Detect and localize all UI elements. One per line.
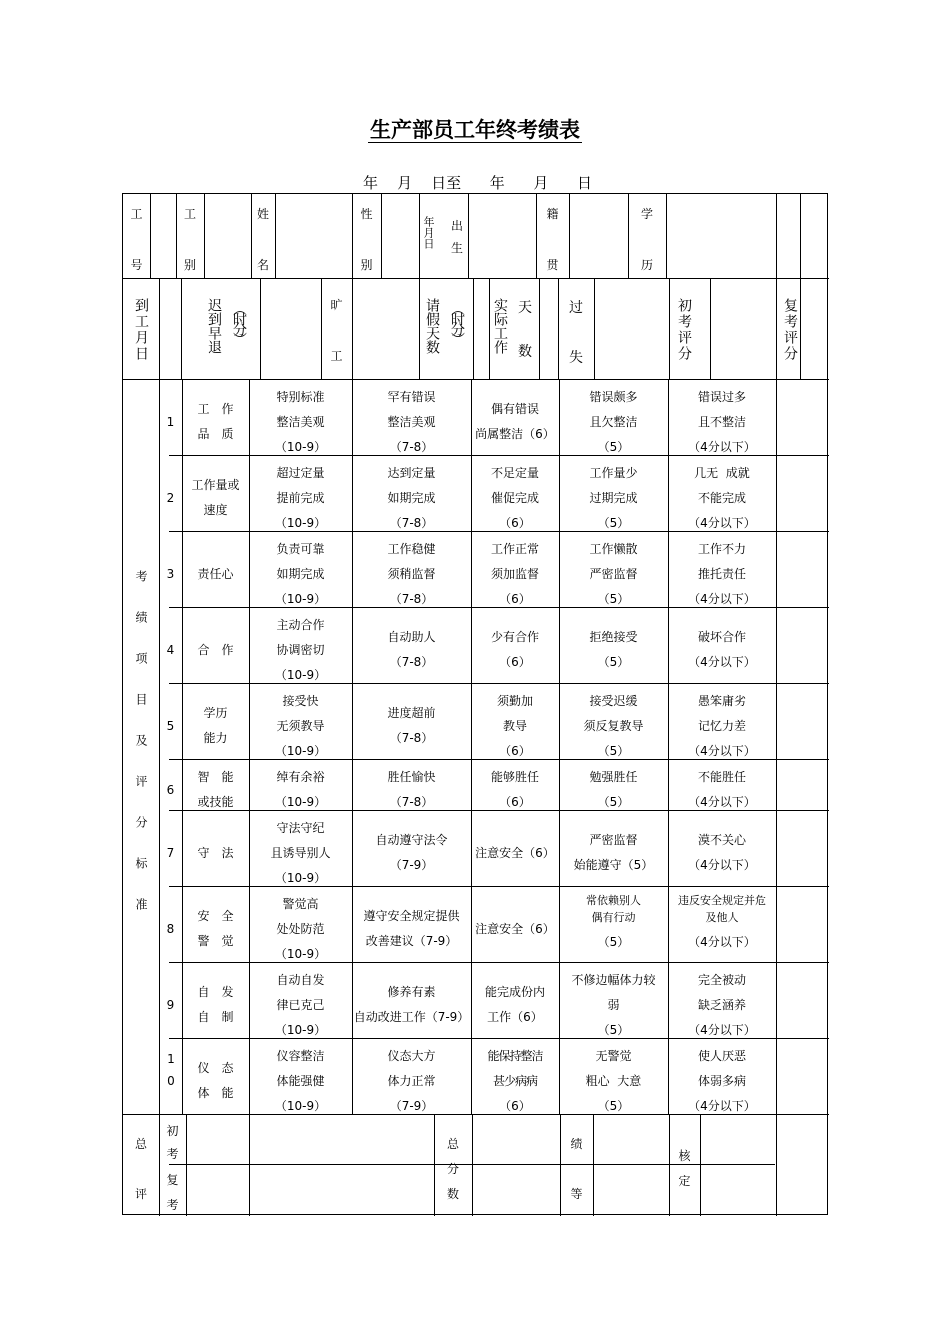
level-text: 且诱导别人 xyxy=(270,846,331,860)
date-range: 年 月 日至 年 月 日 xyxy=(363,174,592,192)
native-label-top: 籍 xyxy=(546,207,559,221)
level-text: 能完成份内 xyxy=(484,985,545,999)
late-early-unit: （时分） xyxy=(231,302,247,342)
criteria-item: 警 觉 xyxy=(197,934,234,948)
criteria-no: 10 xyxy=(164,1052,178,1096)
criteria-label: 考绩项目及评分标准 xyxy=(134,569,148,939)
level-text: 严密监督 xyxy=(589,567,638,581)
criteria-item: 安 全 xyxy=(197,909,234,923)
level-text: 违反安全规定并危 xyxy=(678,894,766,907)
level-text: （10-9） xyxy=(274,1099,327,1113)
overall-label-bottom: 评 xyxy=(134,1187,147,1201)
criteria-no: 1 xyxy=(166,415,175,429)
level-text: 守法守纪 xyxy=(276,821,325,835)
actual-work-label: 实际工作 xyxy=(492,298,508,354)
criteria-no: 6 xyxy=(166,783,175,797)
criteria-item: 工作量或 xyxy=(191,478,240,492)
job-type-label-bottom: 别 xyxy=(183,258,196,272)
level-text: 体力正常 xyxy=(387,1074,436,1088)
level-text: 接受迟缓 xyxy=(589,694,638,708)
criteria-item: 速度 xyxy=(203,503,228,517)
level-text: 偶有行动 xyxy=(591,911,636,924)
level-text: 弱 xyxy=(607,998,620,1012)
level-text: 特别标准 xyxy=(276,390,325,404)
level-text: 注意安全（6） xyxy=(475,846,555,860)
level-text: （10-9） xyxy=(274,440,327,454)
level-text: 体能强健 xyxy=(276,1074,325,1088)
level-text: （4分以下） xyxy=(688,744,756,758)
job-type-label-top: 工 xyxy=(183,207,196,221)
level-text: 使人厌恶 xyxy=(697,1049,746,1063)
grade-label-bottom: 等 xyxy=(570,1187,583,1201)
level-text: 自动遵守法令 xyxy=(375,833,448,847)
criteria-item: 能力 xyxy=(203,731,228,745)
level-text: 始能遵守（5） xyxy=(573,858,654,872)
level-text: 教导 xyxy=(502,719,527,733)
level-text: 过期完成 xyxy=(589,491,638,505)
level-text: 缺乏涵养 xyxy=(697,998,746,1012)
gender-label-top: 性 xyxy=(360,207,373,221)
level-text: 工作（6） xyxy=(487,1010,543,1024)
total-score-label-1: 总 xyxy=(446,1137,459,1151)
level-text: （10-9） xyxy=(274,795,327,809)
level-text: （7-9） xyxy=(389,1099,434,1113)
late-early-label: 迟到早退 xyxy=(206,298,222,354)
level-text: （10-9） xyxy=(274,1023,327,1037)
level-text: （6） xyxy=(499,744,531,758)
level-text: 常依赖别人 xyxy=(586,894,641,907)
level-text: （10-9） xyxy=(274,592,327,606)
criteria-no: 8 xyxy=(166,922,175,936)
level-text: 破坏合作 xyxy=(697,630,746,644)
level-text: 甚少病病 xyxy=(492,1074,537,1088)
demerit-label-top: 过 xyxy=(569,300,583,316)
education-label-bottom: 历 xyxy=(640,258,653,272)
level-text: 须加监督 xyxy=(490,567,539,581)
level-text: （4分以下） xyxy=(688,858,756,872)
birth-label-top: 出 xyxy=(450,219,463,233)
level-text: （4分以下） xyxy=(688,516,756,530)
criteria-no: 4 xyxy=(166,643,175,657)
criteria-item: 自 发 xyxy=(197,985,234,999)
level-text: （7-8） xyxy=(389,516,434,530)
level-text: 警觉高 xyxy=(282,897,319,911)
level-text: （5） xyxy=(597,1099,630,1113)
level-text: 工作不力 xyxy=(697,542,746,556)
criteria-item: 合 作 xyxy=(197,643,234,657)
birth-label-date: 年月日 xyxy=(422,216,435,249)
level-text: 推托责任 xyxy=(697,567,746,581)
level-text: 严密监督 xyxy=(589,833,638,847)
level-text: （7-8） xyxy=(389,655,434,669)
criteria-item: 自 制 xyxy=(197,1010,234,1024)
level-text: 律已克己 xyxy=(276,998,325,1012)
level-text: 须反复教导 xyxy=(583,719,644,733)
emp-no-label-top: 工 xyxy=(130,207,143,221)
level-text: （7-8） xyxy=(389,440,434,454)
level-text: 催促完成 xyxy=(490,491,539,505)
level-text: 粗心 大意 xyxy=(585,1074,642,1088)
level-text: 尚属整洁（6） xyxy=(475,427,555,441)
level-text: 注意安全（6） xyxy=(475,922,555,936)
level-text: 协调密切 xyxy=(276,643,325,657)
level-text: 偶有错误 xyxy=(490,402,539,416)
criteria-item: 体 能 xyxy=(197,1086,234,1100)
level-text: （5） xyxy=(597,655,630,669)
level-text: （7-8） xyxy=(389,592,434,606)
actual-days-label-bottom: 数 xyxy=(518,344,532,360)
approve-label-bottom: 定 xyxy=(678,1174,691,1188)
criteria-no: 2 xyxy=(166,491,175,505)
level-text: （7-9） xyxy=(389,858,434,872)
first-review-label-bottom: 考 xyxy=(166,1147,179,1161)
level-text: （6） xyxy=(499,1099,531,1113)
level-text: （4分以下） xyxy=(688,795,756,809)
level-text: 须稍监督 xyxy=(387,567,436,581)
criteria-no: 7 xyxy=(166,846,175,860)
level-text: 工作正常 xyxy=(490,542,539,556)
criteria-item: 学历 xyxy=(203,706,228,720)
level-text: （5） xyxy=(597,935,630,949)
level-text: 勉强胜任 xyxy=(589,770,638,784)
level-text: 能保持整洁 xyxy=(487,1049,543,1063)
level-text: （5） xyxy=(597,592,630,606)
level-text: 完全被动 xyxy=(697,973,746,987)
level-text: （7-8） xyxy=(389,731,434,745)
grade-label-top: 绩 xyxy=(570,1137,583,1151)
level-text: 仪态大方 xyxy=(387,1049,436,1063)
level-text: （4分以下） xyxy=(688,935,756,949)
level-text: 超过定量 xyxy=(276,466,325,480)
first-score-label: 初考评分 xyxy=(676,298,692,362)
level-text: （6） xyxy=(499,795,531,809)
level-text: 仪容整洁 xyxy=(276,1049,325,1063)
level-text: 不能胜任 xyxy=(697,770,746,784)
absent-label-top: 旷 xyxy=(330,298,343,312)
second-review-label-top: 复 xyxy=(166,1173,179,1187)
level-text: （10-9） xyxy=(274,516,327,530)
emp-no-label-bottom: 号 xyxy=(130,258,143,272)
level-text: （5） xyxy=(597,516,630,530)
gender-label-bottom: 别 xyxy=(360,258,373,272)
level-text: （6） xyxy=(499,655,531,669)
page-title: 生产部员工年终考绩表 xyxy=(370,117,580,142)
evaluation-form-table xyxy=(122,193,828,1215)
level-text: （6） xyxy=(499,592,531,606)
level-text: 罕有错误 xyxy=(387,390,436,404)
criteria-item: 工 作 xyxy=(197,402,234,416)
level-text: 改善建议（7-9） xyxy=(365,934,458,948)
second-review-label-bottom: 考 xyxy=(166,1198,179,1212)
overall-label-top: 总 xyxy=(134,1137,147,1151)
level-text: 记忆力差 xyxy=(697,719,746,733)
level-text: （5） xyxy=(597,744,630,758)
level-text: 处处防范 xyxy=(276,922,325,936)
level-text: 无警觉 xyxy=(595,1049,632,1063)
level-text: 及他人 xyxy=(705,911,739,924)
level-text: 且不整洁 xyxy=(697,415,746,429)
level-text: 工作稳健 xyxy=(387,542,436,556)
demerit-label-bottom: 失 xyxy=(569,350,583,366)
criteria-item: 仪 态 xyxy=(197,1061,234,1075)
level-text: 胜任愉快 xyxy=(387,770,436,784)
level-text: 错误颇多 xyxy=(589,390,638,404)
level-text: 须勤加 xyxy=(496,694,533,708)
criteria-no: 9 xyxy=(166,998,175,1012)
leave-days-label: 请假天数 xyxy=(424,298,440,354)
level-text: （4分以下） xyxy=(688,1023,756,1037)
total-score-label-2: 分 xyxy=(446,1162,459,1176)
level-text: 不能完成 xyxy=(697,491,746,505)
level-text: 几无 成就 xyxy=(694,466,750,480)
level-text: 体弱多病 xyxy=(697,1074,746,1088)
level-text: 少有合作 xyxy=(490,630,539,644)
education-label-top: 学 xyxy=(640,207,653,221)
level-text: 且欠整洁 xyxy=(589,415,638,429)
level-text: （5） xyxy=(597,795,630,809)
criteria-item: 智 能 xyxy=(197,770,234,784)
criteria-no: 5 xyxy=(166,719,175,733)
level-text: （5） xyxy=(597,1023,630,1037)
level-text: 漠不关心 xyxy=(697,833,746,847)
criteria-item: 责任心 xyxy=(197,567,234,581)
native-label-bottom: 贯 xyxy=(546,258,559,272)
total-score-label-3: 数 xyxy=(446,1187,459,1201)
level-text: 工作懒散 xyxy=(589,542,638,556)
level-text: 如期完成 xyxy=(276,567,325,581)
level-text: 进度超前 xyxy=(387,706,436,720)
level-text: 自动自发 xyxy=(276,973,325,987)
level-text: （6） xyxy=(499,516,531,530)
level-text: 能够胜任 xyxy=(490,770,539,784)
leave-days-unit: （时分） xyxy=(449,302,465,342)
first-review-label-top: 初 xyxy=(166,1124,179,1138)
level-text: （4分以下） xyxy=(688,592,756,606)
level-text: （10-9） xyxy=(274,668,327,682)
approve-label-top: 核 xyxy=(678,1149,691,1163)
name-label-top: 姓 xyxy=(256,207,269,221)
level-text: 达到定量 xyxy=(387,466,436,480)
level-text: 不修边幅体力较 xyxy=(571,973,656,987)
level-text: （7-8） xyxy=(389,795,434,809)
level-text: （10-9） xyxy=(274,744,327,758)
absent-label-bottom: 工 xyxy=(330,349,343,363)
level-text: 愚笨庸劣 xyxy=(697,694,746,708)
level-text: 接受快 xyxy=(282,694,319,708)
criteria-item: 或技能 xyxy=(197,795,234,809)
level-text: 整洁美观 xyxy=(387,415,436,429)
actual-days-label-top: 天 xyxy=(518,300,532,316)
level-text: （4分以下） xyxy=(688,1099,756,1113)
level-text: 主动合作 xyxy=(276,618,325,632)
attendance-days-label: 到工月日 xyxy=(133,298,149,362)
level-text: （5） xyxy=(597,440,630,454)
level-text: 整洁美观 xyxy=(276,415,325,429)
level-text: 绰有余裕 xyxy=(276,770,325,784)
criteria-item: 品 质 xyxy=(197,427,234,441)
birth-label-bottom: 生 xyxy=(450,241,463,255)
level-text: （4分以下） xyxy=(688,655,756,669)
level-text: （10-9） xyxy=(274,947,327,961)
level-text: 无须教导 xyxy=(276,719,325,733)
level-text: 自动助人 xyxy=(387,630,436,644)
level-text: 自动改进工作（7-9） xyxy=(353,1010,470,1024)
level-text: （10-9） xyxy=(274,871,327,885)
level-text: 如期完成 xyxy=(387,491,436,505)
review-score-label: 复考评分 xyxy=(782,298,798,362)
criteria-item: 守 法 xyxy=(197,846,234,860)
level-text: 拒绝接受 xyxy=(589,630,638,644)
criteria-no: 3 xyxy=(166,567,175,581)
level-text: （4分以下） xyxy=(688,440,756,454)
level-text: 错误过多 xyxy=(697,390,746,404)
level-text: 不足定量 xyxy=(490,466,539,480)
level-text: 提前完成 xyxy=(276,491,325,505)
level-text: 修养有素 xyxy=(387,985,436,999)
level-text: 工作量少 xyxy=(589,466,638,480)
level-text: 负责可靠 xyxy=(276,542,325,556)
level-text: 遵守安全规定提供 xyxy=(363,909,460,923)
name-label-bottom: 名 xyxy=(256,258,269,272)
